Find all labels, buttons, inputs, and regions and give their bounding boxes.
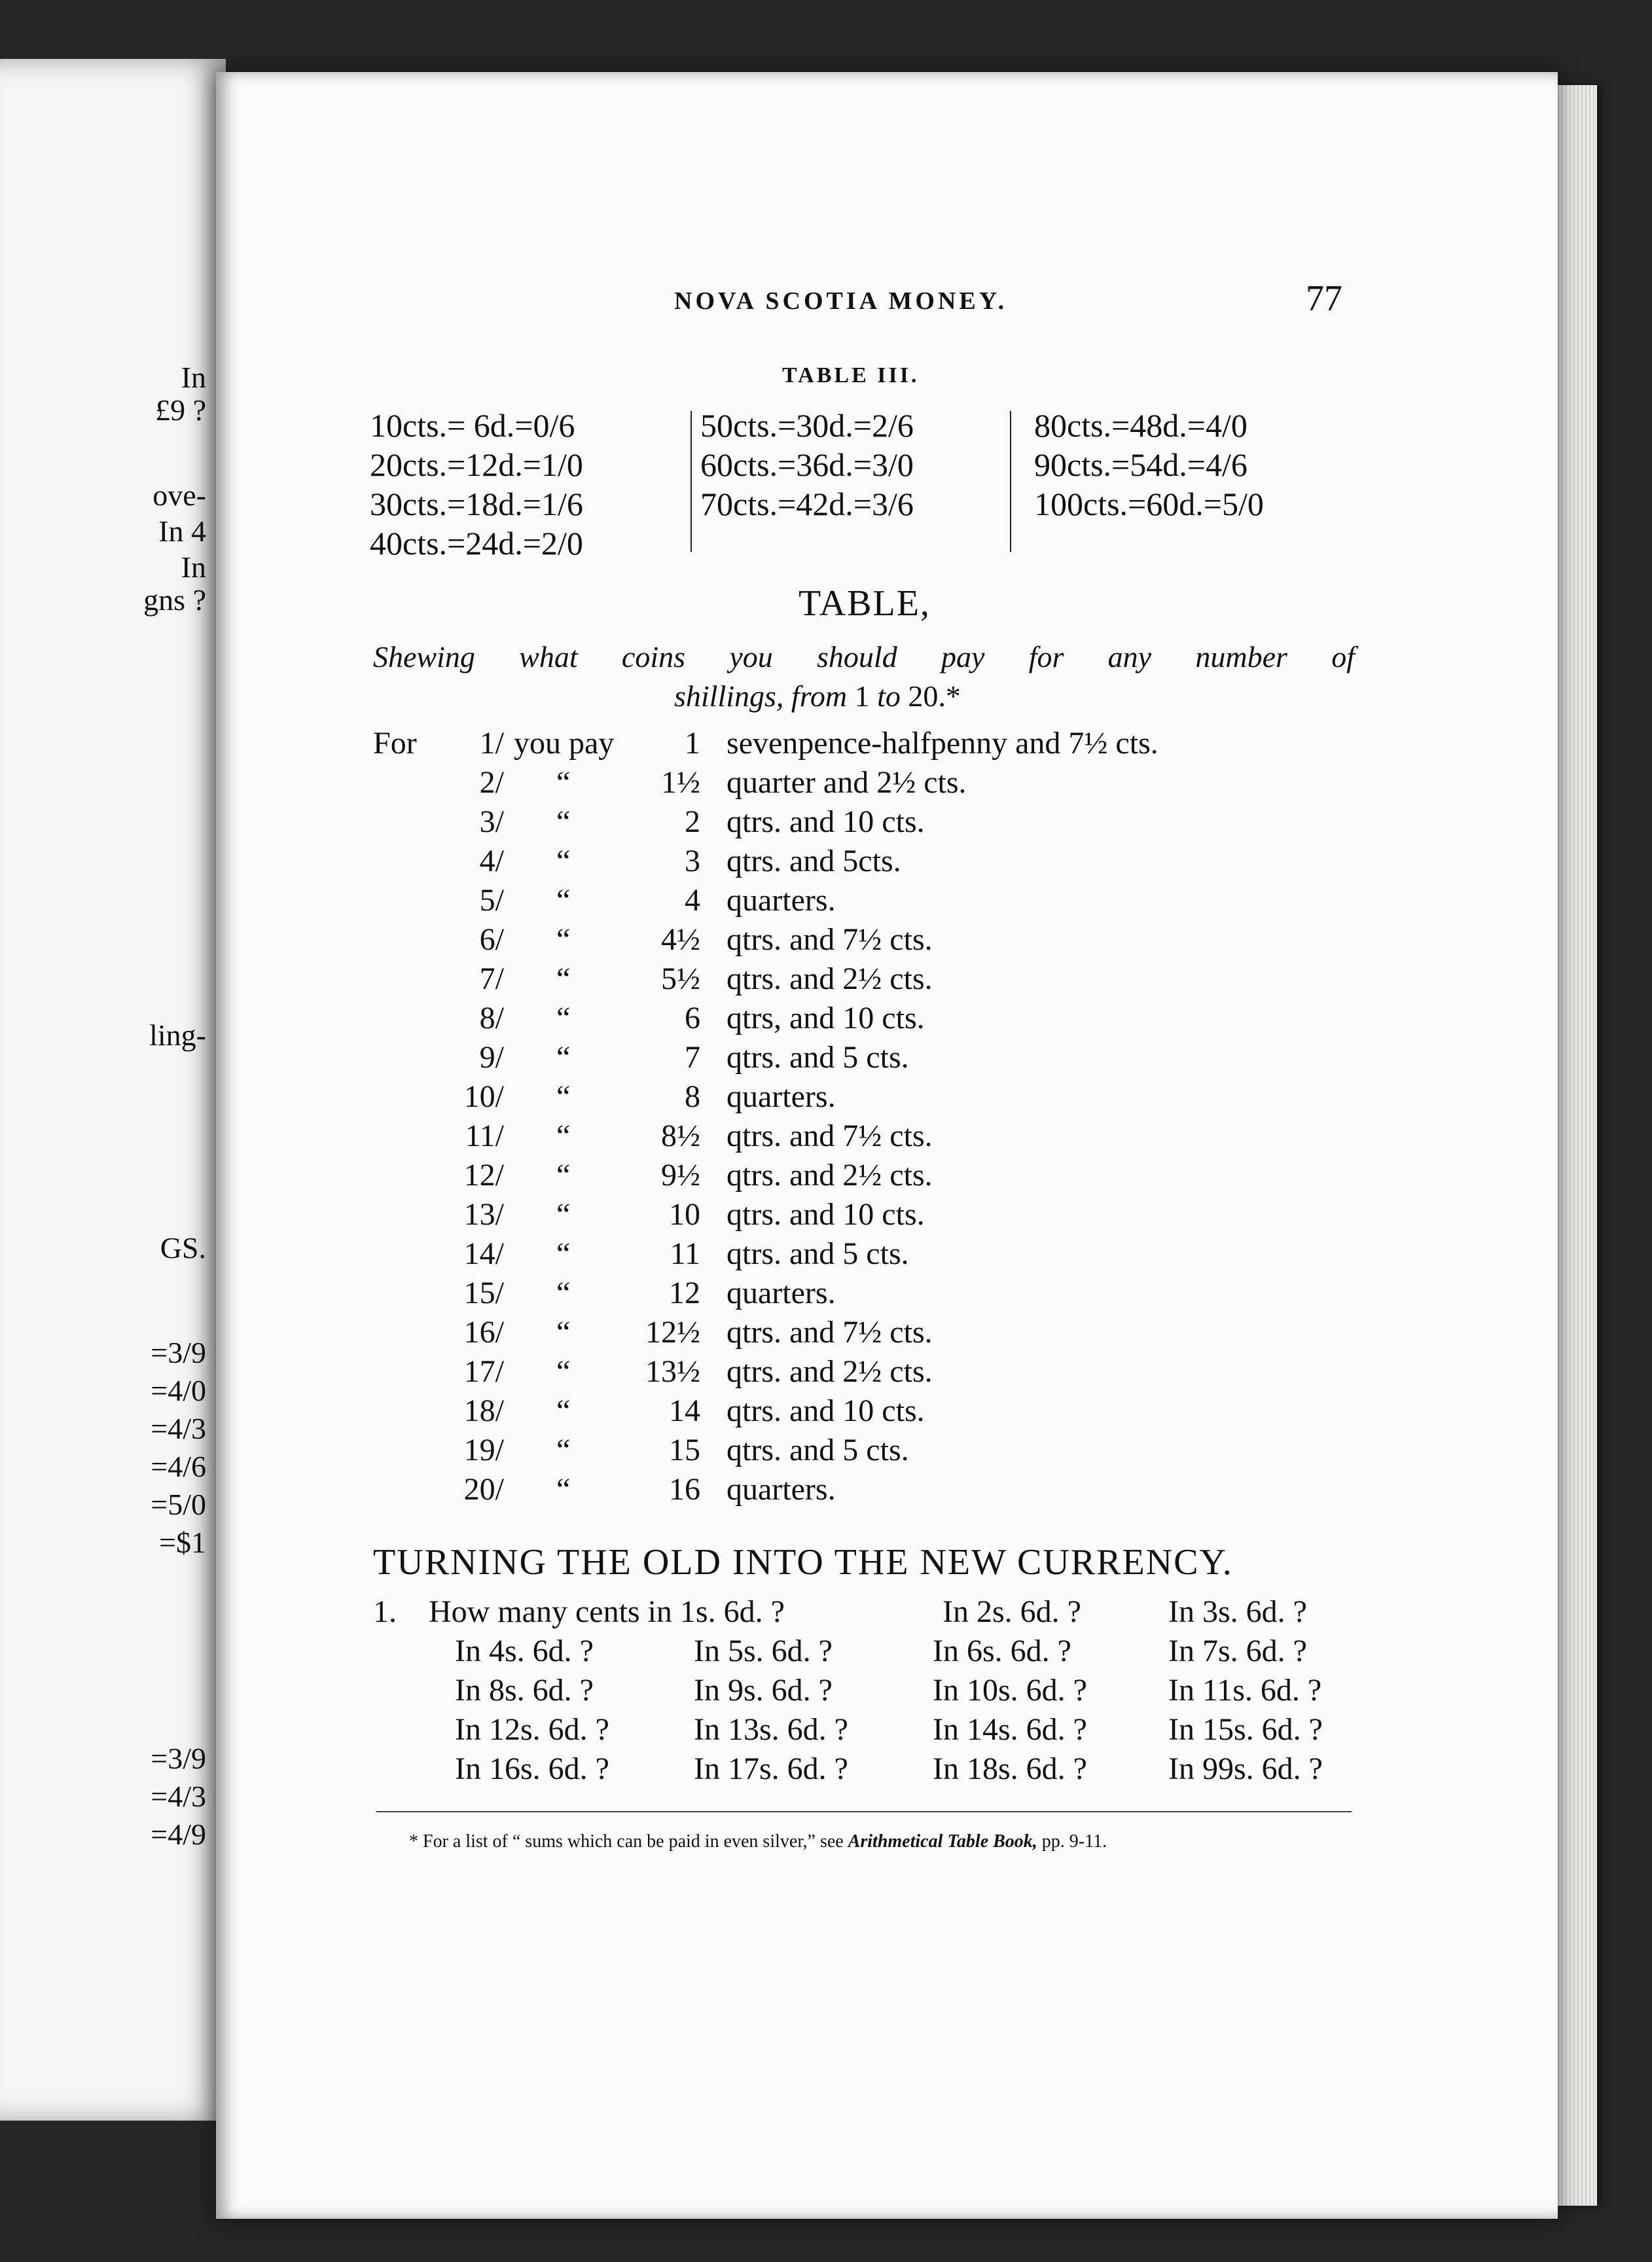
facing-page-fragment: In [181, 361, 206, 394]
question-item: In 15s. 6d. ? [1168, 1712, 1323, 1747]
shillings-cell: 9/ [479, 1040, 504, 1075]
question-item: In 4s. 6d. ? [455, 1634, 594, 1668]
question-item: In 3s. 6d. ? [1168, 1594, 1307, 1629]
footnote-text: * For a list of “ sums which can be paid in even silver,” see [409, 1831, 844, 1852]
question-item: In 16s. 6d. ? [455, 1751, 609, 1786]
coin-count-cell: 11 [670, 1236, 700, 1271]
footnote [409, 1831, 1107, 1852]
shillings-cell: 11/ [465, 1119, 504, 1153]
coin-count-cell: 12 [669, 1276, 700, 1310]
shillings-cell: 19/ [463, 1433, 504, 1467]
table-iii-column-3 [1034, 406, 1264, 524]
facing-page-fragment: =4/9 [151, 1818, 206, 1851]
shillings-cell: 14/ [463, 1236, 504, 1271]
shillings-cell: 12/ [463, 1158, 504, 1193]
shillings-cell: 16/ [463, 1315, 504, 1350]
question-item: In 2s. 6d. ? [943, 1594, 1081, 1629]
footnote-rule [376, 1811, 1352, 1812]
coin-count-cell: 6 [685, 1001, 700, 1035]
question-item: In 99s. 6d. ? [1168, 1751, 1323, 1786]
coin-count-cell: 1½ [661, 765, 700, 800]
subtitle-range-start: 1 [854, 679, 870, 713]
ditto-mark: “ [556, 1197, 571, 1232]
shillings-cell: 5/ [479, 883, 504, 918]
coin-table-row [0, 922, 1309, 961]
facing-page-fragment: ove- [153, 478, 206, 512]
coins-description-cell: qtrs. and 5 cts. [727, 1040, 909, 1075]
ditto-mark: “ [556, 765, 571, 800]
coin-table-row [0, 1196, 1309, 1236]
coins-description-cell: quarter and 2½ cts. [727, 765, 967, 800]
coin-count-cell: 7 [685, 1040, 700, 1075]
facing-page-fragment: =3/9 [151, 1336, 206, 1369]
coin-table-row [0, 1000, 1309, 1039]
coin-table-row [0, 1039, 1309, 1079]
table-iii-entry: 90cts.=54d.=4/6 [1034, 446, 1248, 483]
ditto-mark: “ [556, 1236, 571, 1271]
subtitle-range-end: 20.* [908, 679, 961, 713]
coin-count-cell: 8½ [661, 1119, 700, 1153]
table-iii-column-1 [370, 406, 583, 563]
coins-description-cell: qtrs. and 7½ cts. [727, 1315, 933, 1350]
coin-table-title: TABLE, [799, 583, 931, 624]
coins-description-cell: quarters. [727, 1079, 836, 1114]
running-head: NOVA SCOTIA MONEY. [674, 287, 1008, 315]
coin-count-cell: 9½ [661, 1158, 700, 1193]
coin-count-cell: 8 [685, 1079, 700, 1114]
coin-count-cell: 5½ [661, 961, 700, 996]
coin-table-row [0, 764, 1309, 804]
subtitle-to: to [877, 679, 901, 713]
facing-page-fragment: £9 ? [155, 393, 206, 427]
subtitle-text: shillings, from [674, 679, 848, 713]
coin-table-row [0, 843, 1309, 882]
coin-table-row [0, 1393, 1309, 1432]
section-title: TURNING THE OLD INTO THE NEW CURRENCY. [373, 1542, 1233, 1583]
coin-count-cell: 16 [669, 1472, 700, 1507]
coin-table-row [0, 725, 1309, 764]
coin-count-cell: 12½ [645, 1315, 700, 1350]
coin-table-row [0, 1118, 1309, 1157]
coins-description-cell: qtrs. and 5 cts. [727, 1236, 909, 1271]
coin-count-cell: 2 [685, 804, 700, 839]
facing-page-fragment: In [181, 550, 206, 584]
facing-page-fragment: =$1 [159, 1526, 206, 1559]
shillings-cell: 13/ [463, 1197, 504, 1232]
facing-page-fragment: ling- [149, 1018, 206, 1052]
facing-page-fragment: =4/3 [151, 1412, 206, 1445]
facing-page-fragment: =4/6 [151, 1450, 206, 1483]
coin-table-row [0, 804, 1309, 843]
coins-description-cell: qtrs. and 7½ cts. [727, 1119, 933, 1153]
page-edge-stack [1551, 85, 1597, 2206]
coin-table-row [0, 961, 1309, 1000]
coins-description-cell: qtrs. and 7½ cts. [727, 922, 933, 957]
question-item: In 5s. 6d. ? [694, 1634, 833, 1668]
table-iii-entry: 50cts.=30d.=2/6 [700, 407, 914, 444]
you-pay-label: you pay [514, 726, 615, 761]
ditto-mark: “ [556, 1040, 571, 1075]
ditto-mark: “ [556, 1354, 571, 1389]
coins-description-cell: qtrs. and 10 cts. [727, 804, 925, 839]
shillings-cell: 20/ [463, 1472, 504, 1507]
ditto-mark: “ [556, 1393, 571, 1428]
shillings-cell: 2/ [479, 765, 504, 800]
coins-description-cell: qtrs. and 2½ cts. [727, 1158, 933, 1193]
ditto-mark: “ [556, 1472, 571, 1507]
footnote-pages: pp. 9-11. [1041, 1831, 1107, 1852]
question-item: In 13s. 6d. ? [694, 1712, 848, 1747]
coin-count-cell: 4 [685, 883, 700, 918]
table-iii-entry: 40cts.=24d.=2/0 [370, 525, 583, 562]
ditto-mark: “ [556, 922, 571, 957]
question-item: In 6s. 6d. ? [933, 1634, 1071, 1668]
ditto-mark: “ [556, 1315, 571, 1350]
ditto-mark: “ [556, 804, 571, 839]
coin-table-row [0, 1157, 1309, 1196]
shillings-cell: 1/ [479, 726, 504, 761]
table-iii-entry: 20cts.=12d.=1/0 [370, 446, 583, 483]
coin-count-cell: 4½ [661, 922, 700, 957]
facing-page-fragment: =5/0 [151, 1488, 206, 1521]
shillings-cell: 4/ [479, 844, 504, 878]
ditto-mark: “ [556, 1276, 571, 1310]
facing-page-fragment: In 4 [158, 514, 206, 548]
coins-description-cell: qtrs. and 5 cts. [727, 1433, 909, 1467]
coin-table-subtitle: Shewing what coins you should pay for any number of [373, 640, 1355, 673]
shillings-cell: 6/ [479, 922, 504, 957]
shillings-cell: 17/ [463, 1354, 504, 1389]
table-iii-entry: 100cts.=60d.=5/0 [1034, 486, 1264, 522]
question-item: In 14s. 6d. ? [933, 1712, 1087, 1747]
question-item: In 12s. 6d. ? [455, 1712, 609, 1747]
for-label: For [373, 726, 417, 761]
column-divider [1010, 411, 1011, 552]
table-iii-entry: 10cts.= 6d.=0/6 [370, 407, 575, 444]
coins-description-cell: qtrs. and 2½ cts. [727, 1354, 933, 1389]
question-item: In 17s. 6d. ? [694, 1751, 848, 1786]
facing-page-fragment: =4/0 [151, 1374, 206, 1407]
question-item: In 9s. 6d. ? [694, 1673, 833, 1708]
coin-count-cell: 14 [669, 1393, 700, 1428]
coins-description-cell: quarters. [727, 1276, 836, 1310]
ditto-mark: “ [556, 883, 571, 918]
table-iii-entry: 30cts.=18d.=1/6 [370, 486, 583, 522]
coins-description-cell: qtrs. and 10 cts. [727, 1197, 925, 1232]
question-item: In 10s. 6d. ? [933, 1673, 1087, 1708]
ditto-mark: “ [556, 1001, 571, 1035]
coin-count-cell: 13½ [645, 1354, 700, 1389]
question-item: How many cents in 1s. 6d. ? [429, 1594, 785, 1629]
question-item: In 7s. 6d. ? [1168, 1634, 1307, 1668]
coins-description-cell: qtrs, and 10 cts. [727, 1001, 925, 1035]
coins-description-cell: sevenpence-halfpenny and 7½ cts. [727, 726, 1158, 761]
table-iii-entry: 60cts.=36d.=3/0 [700, 446, 914, 483]
coin-count-cell: 3 [685, 844, 700, 878]
coin-table-row [0, 1236, 1309, 1275]
shillings-cell: 18/ [463, 1393, 504, 1428]
coin-table-row [0, 882, 1309, 922]
ditto-mark: “ [556, 1158, 571, 1193]
coin-count-cell: 15 [669, 1433, 700, 1467]
facing-page-fragment: =3/9 [151, 1742, 206, 1775]
page-number: 77 [1306, 278, 1342, 319]
facing-page-fragment: =4/3 [151, 1780, 206, 1813]
coin-table-subtitle-line-2 [674, 677, 961, 715]
table-iii-title: TABLE III. [782, 363, 920, 387]
coin-table-row [0, 1432, 1309, 1471]
coin-count-cell: 10 [669, 1197, 700, 1232]
coin-table-row [0, 1079, 1309, 1118]
coins-description-cell: qtrs. and 5cts. [727, 844, 901, 878]
shillings-cell: 3/ [479, 804, 504, 839]
coins-description-cell: qtrs. and 10 cts. [727, 1393, 925, 1428]
ditto-mark: “ [556, 844, 571, 878]
footnote-book-title: Arithmetical Table Book, [848, 1831, 1037, 1852]
coin-table-row [0, 1314, 1309, 1354]
question-item: In 11s. 6d. ? [1168, 1673, 1322, 1708]
table-iii-entry: 70cts.=42d.=3/6 [700, 486, 914, 522]
coins-description-cell: qtrs. and 2½ cts. [727, 961, 933, 996]
coin-table-row [0, 1275, 1309, 1314]
coins-description-cell: quarters. [727, 1472, 836, 1507]
question-item: In 8s. 6d. ? [455, 1673, 594, 1708]
coin-count-cell: 1 [685, 726, 700, 761]
ditto-mark: “ [556, 1119, 571, 1153]
shillings-cell: 7/ [479, 961, 504, 996]
coins-description-cell: quarters. [727, 883, 836, 918]
table-iii-entry: 80cts.=48d.=4/0 [1034, 407, 1248, 444]
ditto-mark: “ [556, 961, 571, 996]
facing-page-fragment: GS. [160, 1231, 206, 1265]
question-number: 1. [373, 1594, 397, 1629]
coin-table-row [0, 1354, 1309, 1393]
facing-page-fragment: gns ? [143, 583, 206, 617]
ditto-mark: “ [556, 1433, 571, 1467]
table-iii-column-2 [700, 406, 914, 524]
shillings-cell: 8/ [479, 1001, 504, 1035]
column-divider [691, 411, 692, 552]
shillings-cell: 10/ [463, 1079, 504, 1114]
question-item: In 18s. 6d. ? [933, 1751, 1087, 1786]
shillings-cell: 15/ [463, 1276, 504, 1310]
coin-table-row [0, 1471, 1309, 1511]
ditto-mark: “ [556, 1079, 571, 1114]
